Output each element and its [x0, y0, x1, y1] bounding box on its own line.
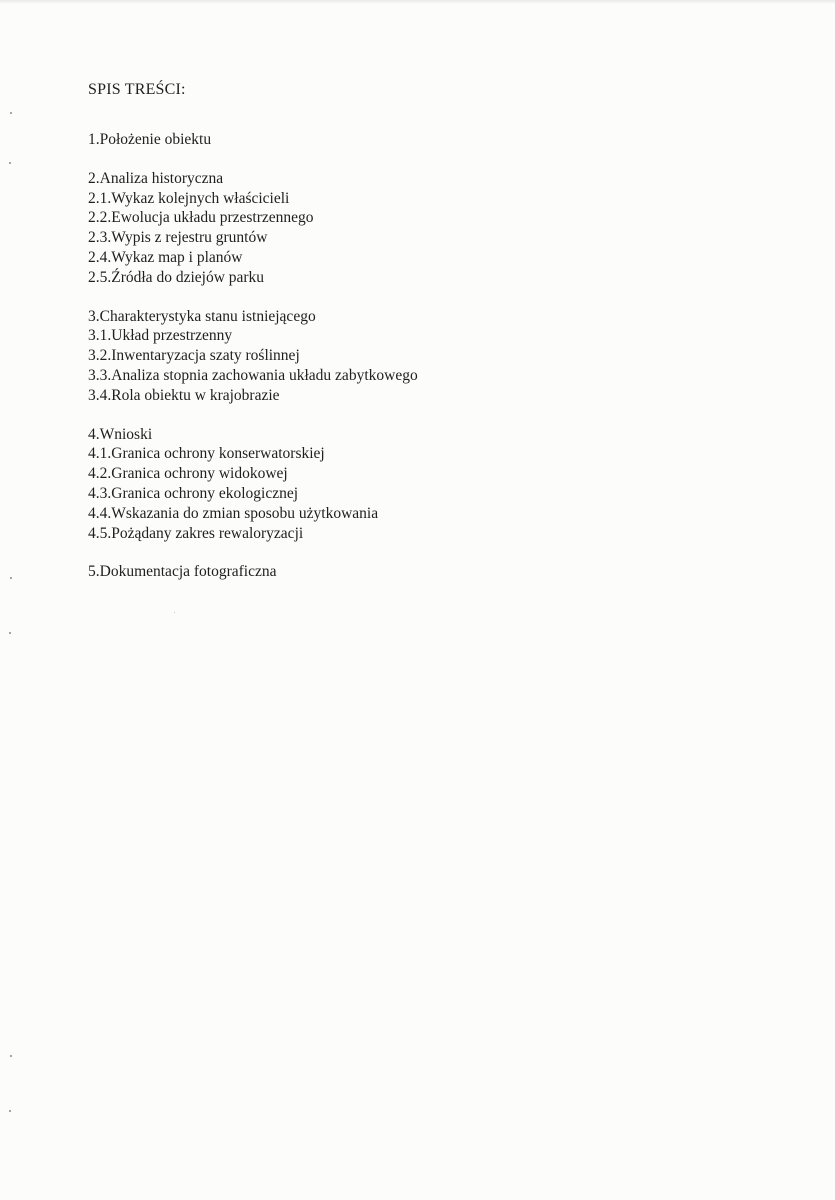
toc-title: SPIS TREŚCI:	[88, 81, 186, 98]
toc-entry: 3.Charakterystyka stanu istniejącego	[88, 307, 316, 325]
scan-speck	[174, 612, 175, 613]
toc-section-3	[88, 307, 788, 406]
toc-entry: 3.4.Rola obiektu w krajobrazie	[88, 386, 280, 404]
toc-section-4	[88, 425, 788, 544]
toc-entry: 3.2.Inwentaryzacja szaty roślinnej	[88, 347, 300, 365]
toc-entry: 3.1.Układ przestrzenny	[88, 327, 233, 345]
toc-entry: 4.3.Granica ochrony ekologicznej	[88, 484, 299, 502]
toc-entry: 5.Dokumentacja fotograficzna	[88, 563, 277, 581]
toc-entry: 4.Wnioski	[88, 425, 153, 443]
toc-entry: 2.Analiza historyczna	[88, 169, 224, 187]
scan-speck	[10, 112, 12, 114]
toc-entry: 2.4.Wykaz map i planów	[88, 248, 243, 266]
scan-speck	[10, 1055, 12, 1057]
toc-entry: 4.1.Granica ochrony konserwatorskiej	[88, 445, 325, 463]
scan-speck	[9, 1110, 11, 1112]
toc-section-5	[88, 562, 788, 582]
toc-entry: 4.5.Pożądany zakres rewaloryzacji	[88, 524, 304, 542]
scan-speck	[10, 577, 12, 579]
toc-entry: 4.4.Wskazania do zmian sposobu użytkowania	[88, 504, 379, 522]
toc-entry: 1.Położenie obiektu	[88, 131, 212, 148]
table-of-contents	[88, 80, 788, 601]
scan-speck	[9, 632, 11, 634]
toc-entry: 2.2.Ewolucja układu przestrzennego	[88, 209, 314, 227]
toc-entry: 2.5.Źródła do dziejów parku	[88, 268, 265, 286]
scan-speck	[9, 162, 11, 164]
toc-entry: 2.1.Wykaz kolejnych właścicieli	[88, 189, 290, 207]
toc-section-1	[88, 130, 788, 150]
toc-entry: 2.3.Wypis z rejestru gruntów	[88, 229, 268, 247]
scan-edge-shadow	[0, 0, 835, 4]
toc-section-2	[88, 169, 788, 288]
toc-entry: 3.3.Analiza stopnia zachowania układu zabytkowego	[88, 366, 418, 384]
toc-entry: 4.2.Granica ochrony widokowej	[88, 465, 288, 483]
